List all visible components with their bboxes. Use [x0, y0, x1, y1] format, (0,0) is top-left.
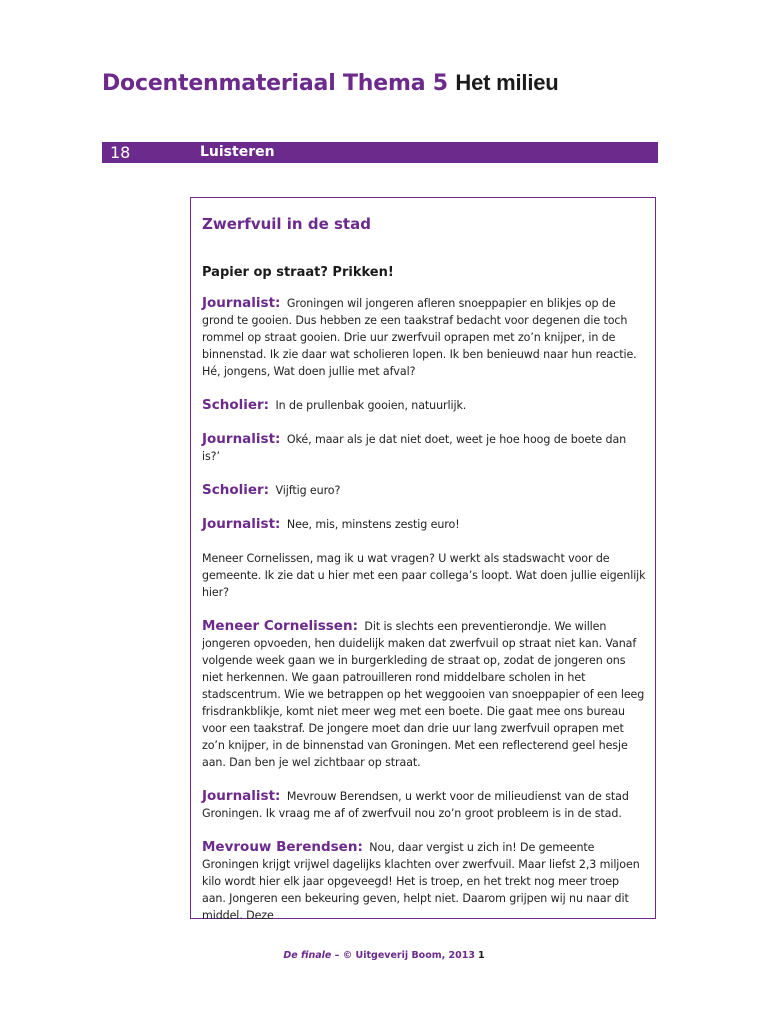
speaker-label: Scholier:: [202, 397, 270, 413]
dialogue-paragraph: [202, 516, 646, 533]
speaker-label: Mevrouw Berendsen:: [202, 839, 363, 855]
speaker-label: Journalist:: [202, 431, 281, 447]
section-number: 18: [110, 143, 131, 162]
footer-book-title: De finale: [283, 950, 332, 961]
transcript-box: [190, 197, 656, 922]
dialogue-text: Oké, maar als je dat niet doet, weet je hoe hoog de boete dan is?’: [202, 433, 627, 463]
speaker-label: Journalist:: [202, 788, 281, 804]
dialogue-text: In de prullenbak gooien, natuurlijk.: [275, 399, 467, 412]
article-title: Zwerfvuil in de stad: [202, 215, 371, 233]
dialogue-text: Groningen wil jongeren afleren snoeppapier en blikjes op de grond te gooien. Dus hebben ze een taakstraf bedacht voor degenen die toch rommel op straat gooien. Drie uur zwerfvuil oprapen met zo’n knijper, in de binnenstad. Ik zie daar wat scholieren lopen. Ik ben benieuwd naar hun reactie. Hé, jongens, Wat doen jullie met afval?: [202, 297, 637, 378]
speaker-label: Meneer Cornelissen:: [202, 618, 358, 634]
title-main: Docentenmateriaal Thema 5: [102, 71, 448, 96]
transcript-content: [202, 213, 646, 924]
dialogue-text: Mevrouw Berendsen, u werkt voor de milieudienst van de stad Groningen. Ik vraag me af of zwerfvuil nou zo’n groot probleem is in de stad.: [202, 790, 629, 820]
section-bar: [102, 142, 658, 163]
title-sub: Het milieu: [455, 70, 559, 95]
speaker-label: Journalist:: [202, 295, 281, 311]
page-number: 1: [478, 950, 485, 961]
dialogue-paragraph: [202, 550, 646, 601]
dialogue-paragraph: [202, 482, 646, 499]
dialogue-paragraph: [202, 788, 646, 822]
dialogue-paragraph: [202, 295, 646, 380]
speaker-label: Scholier:: [202, 482, 270, 498]
dialogue-text: Dit is slechts een preventierondje. We willen jongeren opvoeden, hen duidelijk maken dat zwerfvuil op straat niet kan. Vanaf volgende week gaan we in burgerkleding de straat op, zodat de jongeren ons niet herkennen. We gaan patrouilleren rond middelbare scholen in het stadscentrum. Wie we betrappen op het weggooien van snoeppapier of een leeg frisdrankblikje, komt niet meer weg met een boete. Die gaat mee ons bureau voor een taakstraf. De jongere moet dan drie uur lang zwerfvuil oprapen met zo’n knijper, in de binnenstad van Groningen. Met een reflecterend geel hesje aan. Dan ben je wel zichtbaar op straat.: [202, 620, 645, 769]
footer-dash: –: [331, 950, 343, 961]
dialogue-paragraph: [202, 397, 646, 414]
page-footer: [0, 950, 768, 961]
article-subtitle: Papier op straat? Prikken!: [202, 265, 394, 280]
dialogue-text: Nou, daar vergist u zich in! De gemeente Groningen krijgt vrijwel dagelijks klachten over zwerfvuil. Maar liefst 2,3 miljoen kilo wordt hier elk jaar opgeveegd! Het is troep, en het trekt nog meer troep aan. Jongeren een bekeuring geven, helpt niet. Daarom grijpen wij nu naar dit middel. Deze: [202, 841, 640, 922]
section-label: Luisteren: [200, 144, 275, 160]
dialogue-text: Vijftig euro?: [275, 484, 341, 497]
speaker-label: Journalist:: [202, 516, 281, 532]
dialogue-paragraph: [202, 839, 646, 924]
dialogue-text: Nee, mis, minstens zestig euro!: [286, 518, 460, 531]
document-title: [102, 70, 559, 96]
dialogue-paragraph: [202, 431, 646, 465]
dialogue-text: Meneer Cornelissen, mag ik u wat vragen? U werkt als stadswacht voor de gemeente. Ik zie dat u hier met een paar collega’s loopt. Wat doen jullie eigenlijk hier?: [202, 552, 646, 599]
dialogue-paragraph: [202, 618, 646, 771]
footer-copyright: © Uitgeverij Boom, 2013: [342, 950, 475, 961]
